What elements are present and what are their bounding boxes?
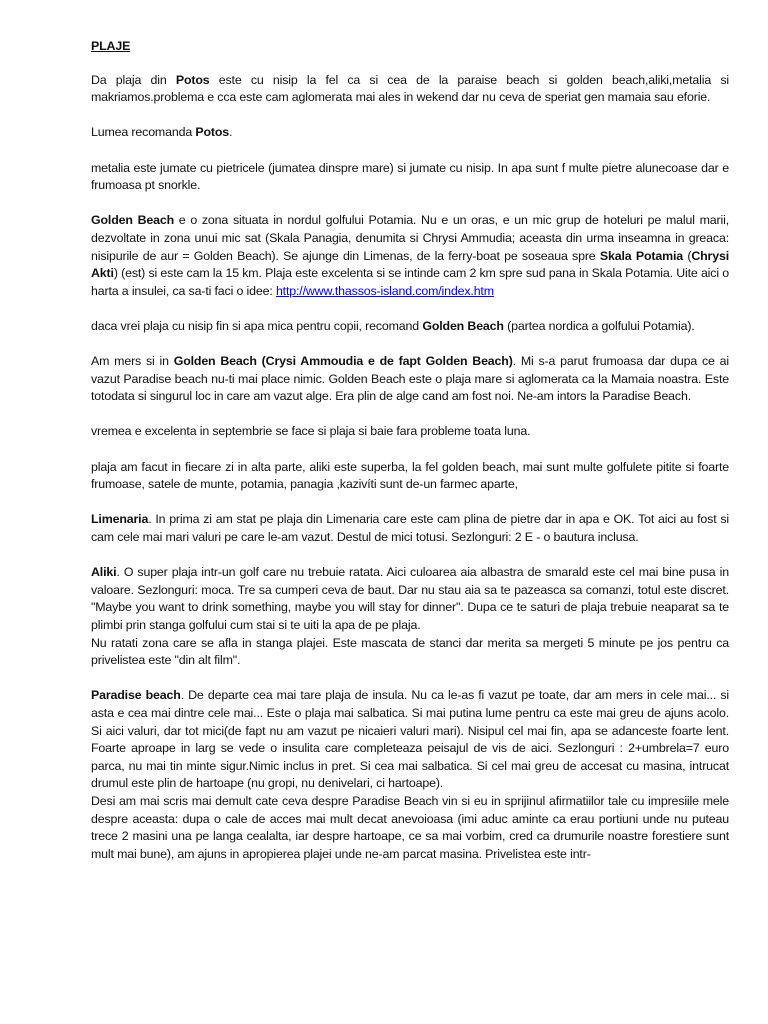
text-run: e o zona situata in nordul golfului Potamia. Nu e un oras, e un mic grup de hoteluri pe malul marii, dezvoltate in zona unui mic sat (Skala Panagia, denumita si Chrysi Ammudia; aceasta din urma inseamna in greaca: nisipurile de aur = Golden Beach). Se ajunge din Limenas, de la ferry-boat pe soseaua spre	[91, 213, 729, 263]
paragraph	[91, 511, 729, 546]
text-run: .	[229, 125, 233, 140]
paragraph	[91, 124, 729, 142]
text-run: Desi am mai scris mai demult cate ceva despre Paradise Beach vin si eu in sprijinul afirmatiilor tale cu impresiile mele despre aceasta: dupa o cale de acces mai mult decat anevoioasa (imi aduc aminte ca erau portiuni unde nu puteau trece 2 masini una pe langa cealalta, iar despre hartoape, ce sa mai vorbim, cred ca drumurile noastre forestiere sunt mult mai bune), am ajuns in apropierea plajei unde ne-am parcat masina. Privelistea este intr-	[91, 793, 729, 861]
paragraph	[91, 635, 729, 670]
text-run: Am mers si in	[91, 354, 174, 369]
text-run: ) (est) si este cam la 15 km. Plaja este excelenta si se intinde cam 2 km spre sud pana in Skala Potamia. Uite aici o harta a insulei, ca sa-ti faci o idee:	[91, 266, 729, 298]
paragraph	[91, 793, 729, 863]
paragraph	[91, 353, 729, 406]
paragraph	[91, 212, 729, 300]
bold-text: Paradise beach	[91, 688, 181, 703]
text-run: (partea nordica a golfului Potamia).	[503, 318, 695, 333]
text-run: Da plaja din	[91, 72, 176, 87]
bold-text: Aliki	[91, 565, 117, 580]
document-body	[91, 38, 729, 863]
text-run: vremea e excelenta in septembrie se face si plaja si baie fara probleme toata luna.	[91, 424, 531, 439]
text-run: daca vrei plaja cu nisip fin si apa mica pentru copii, recomand	[91, 318, 423, 333]
paragraph	[91, 564, 729, 634]
text-run: metalia este jumate cu pietricele (jumatea dinspre mare) si jumate cu nisip. In apa sunt f multe pietre alunecoase dar e frumoasa pt snorkle.	[91, 160, 729, 193]
bold-text: Chrysi Akti	[91, 248, 729, 281]
link[interactable]: http://www.thassos-island.com/index.htm	[275, 283, 494, 298]
bold-text: Limenaria	[91, 512, 149, 527]
paragraph-list	[91, 72, 729, 864]
bold-text: Golden Beach	[422, 318, 504, 333]
text-run: . Mi s-a parut frumoasa dar dupa ce ai vazut Paradise beach nu-ti mai place nimic. Golden Beach este o plaja mare si aglomerata ca la Mamaia noastra. Este totodata si singurul loc in care am vazut alge. Era plin de alge cand am fost noi. Ne-am intors la Paradise Beach.	[91, 354, 729, 404]
bold-text: Golden Beach (Crysi Ammoudia e de fapt Golden Beach)	[173, 354, 513, 369]
text-run: Lumea recomanda	[91, 125, 196, 140]
text-run: . O super plaja intr-un golf care nu trebuie ratata. Aici culoarea aia albastra de smarald este cel mai bine pusa in valoare. Sezlonguri: moca. Tre sa cumperi ceva de baut. Dar nu stau aia sa te pazeasca sa comanzi, totul este discret. "Maybe you want to drink something, maybe you will stay for dinner". Dupa ce te saturi de plaja trebuie neaparat sa te plimbi prin stanga golfului cum stai si te uiti la apa de pe plaja.	[91, 565, 729, 632]
text-run: plaja am facut in fiecare zi in alta parte, aliki este superba, la fel golden beach, mai sunt multe golfulete pitite si foarte frumoase, satele de munte, potamia, panagia ,kazivíti sunt de-un farmec aparte,	[91, 459, 729, 492]
bold-text: Potos	[195, 125, 230, 140]
page-title: PLAJE	[91, 39, 131, 53]
bold-text: Golden Beach	[91, 213, 175, 228]
text-run: . In prima zi am stat pe plaja din Limenaria care este cam plina de pietre dar in apa e OK. Tot aici au fost si cam cele mai mari valuri pe care le-am vazut. Destul de mici totusi. Sezlonguri: 2 E - o bautura inclusa.	[91, 512, 729, 545]
bold-text: Potos	[175, 72, 210, 87]
text-run: este cu nisip la fel ca si cea de la paraise beach si golden beach,aliki,metalia si makriamos.problema e cca este cam aglomerata mai ales in wekend dar nu ceva de speriat gen mamaia sau eforie.	[91, 72, 729, 105]
text-run: Nu ratati zona care se afla in stanga plajei. Este mascata de stanci dar merita sa mergeti 5 minute pe jos pentru ca privelistea este "din alt film".	[91, 635, 729, 668]
paragraph	[91, 423, 729, 441]
paragraph	[91, 459, 729, 494]
text-run: . De departe cea mai tare plaja de insula. Nu ca le-as fi vazut pe toate, dar am mers in cele mai... si asta e cea mai dintre cele mai... Este o plaja mai salbatica. Si mai putina lume pentru ca este mai greu de ajuns acolo. Si aici valuri, dar tot mici(de fapt nu am vazut pe nicaieri valuri mari). Nisipul cel mai fin, apa se adanceste foarte lent. Foarte aproape in larg se vede o insulita care completeaza peisajul de vis de aici. Sezlonguri : 2+umbrela=7 euro parca, nu mai tin minte sigur.Nimic inclus in pret. Si cea mai salbatica. Si cel mai greu de accesat cu masina, intrucat drumul este plin de hartoape (nu gropi, nu denivelari, ci hartoape).	[91, 688, 729, 791]
paragraph	[91, 318, 729, 336]
paragraph	[91, 160, 729, 195]
text-run: (	[683, 248, 692, 263]
bold-text: Skala Potamia	[599, 248, 684, 263]
paragraph	[91, 687, 729, 793]
paragraph	[91, 72, 729, 107]
